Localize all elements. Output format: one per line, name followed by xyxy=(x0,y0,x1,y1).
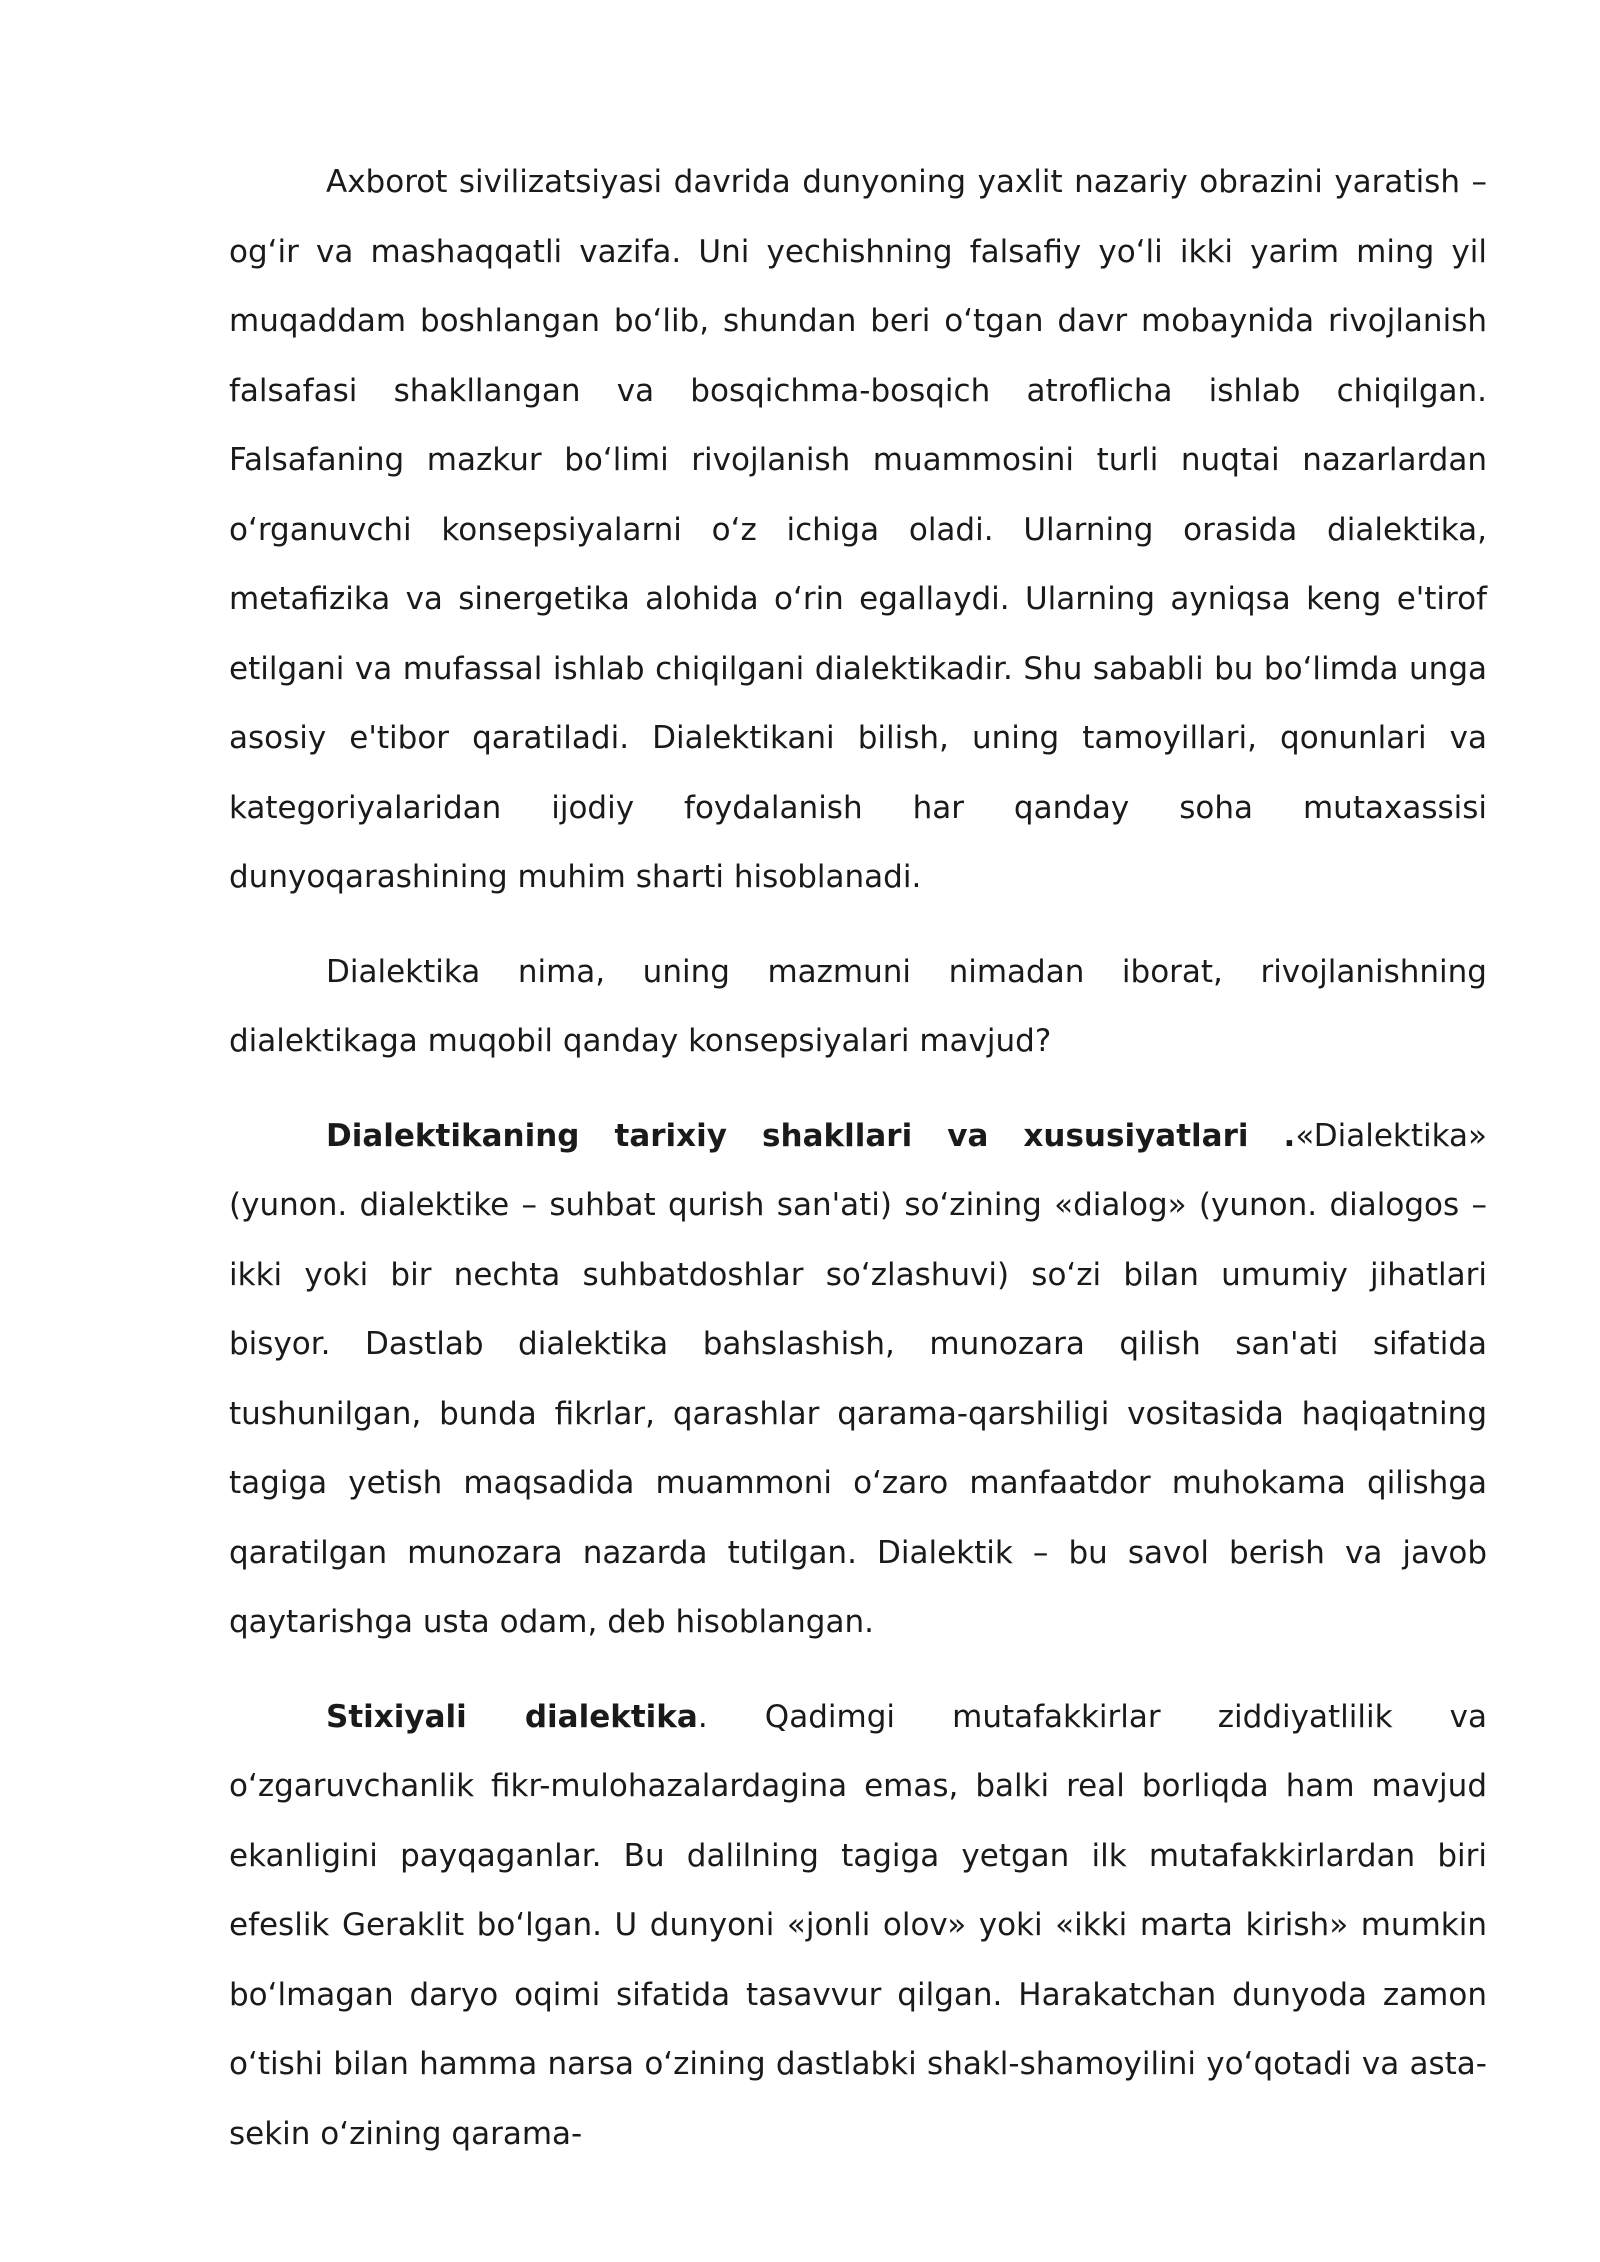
document-page xyxy=(229,148,1487,2194)
paragraph-text: Axborot sivilizatsiyasi davrida dunyoning yaxlit nazariy obrazini yaratish – ogʻir va mashaqqatli vazifa. Uni yechishning falsafiy yoʻli ikki yarim ming yil muqaddam boshlangan boʻlib, shundan beri oʻtgan davr mobaynida rivojlanish falsafasi shakllangan va bosqichma-bosqich atroflicha ishlab chiqilgan. Falsafaning mazkur boʻlimi rivojlanish muammosini turli nuqtai nazarlardan oʻrganuvchi konsepsiyalarni oʻz ichiga oladi. Ularning orasida dialektika, metafizika va sinergetika alohida oʻrin egallaydi. Ularning ayniqsa keng e'tirof etilgani va mufassal ishlab chiqilgani dialektikadir. Shu sababli bu boʻlimda unga asosiy e'tibor qaratiladi. Dialektikani bilish, uning tamoyillari, qonunlari va kategoriyalaridan ijodiy foydalanish har qanday soha mutaxassisi dunyoqarashining muhim sharti hisoblanadi. xyxy=(229,164,1487,895)
paragraph-spontaneous-dialectics xyxy=(229,1683,1487,2170)
paragraph-historical-forms xyxy=(229,1102,1487,1658)
paragraph-intro xyxy=(229,148,1487,913)
section-heading-historical-forms: Dialektikaning tarixiy shakllari va xususiyatlari . xyxy=(326,1117,1296,1154)
paragraph-question xyxy=(229,938,1487,1077)
section-heading-spontaneous-dialectics: Stixiyali dialektika xyxy=(326,1698,698,1735)
paragraph-text: «Dialektika» (yunon. dialektike – suhbat qurish san'ati) soʻzining «dialog» (yunon. dialogos – ikki yoki bir nechta suhbatdoshlar soʻzlashuvi) soʻzi bilan umumiy jihatlari bisyor. Dastlab dialektika bahslashish, munozara qilish san'ati sifatida tushunilgan, bunda fikrlar, qarashlar qarama-qarshiligi vositasida haqiqatning tagiga yetish maqsadida muammoni oʻzaro manfaatdor muhokama qilishga qaratilgan munozara nazarda tutilgan. Dialektik – bu savol berish va javob qaytarishga usta odam, deb hisoblangan. xyxy=(229,1117,1487,1640)
paragraph-text: . Qadimgi mutafakkirlar ziddiyatlilik va oʻzgaruvchanlik fikr-mulohazalardagina emas, balki real borliqda ham mavjud ekanligini payqaganlar. Bu dalilning tagiga yetgan ilk mutafakkirlardan biri efeslik Geraklit boʻlgan. U dunyoni «jonli olov» yoki «ikki marta kirish» mumkin boʻlmagan daryo oqimi sifatida tasavvur qilgan. Harakatchan dunyoda zamon oʻtishi bilan hamma narsa oʻzining dastlabki shakl-shamoyilini yoʻqotadi va asta-sekin oʻzining qarama- xyxy=(229,1698,1487,2152)
paragraph-text: Dialektika nima, uning mazmuni nimadan iborat, rivojlanishning dialektikaga muqobil qanday konsepsiyalari mavjud? xyxy=(229,953,1487,1059)
